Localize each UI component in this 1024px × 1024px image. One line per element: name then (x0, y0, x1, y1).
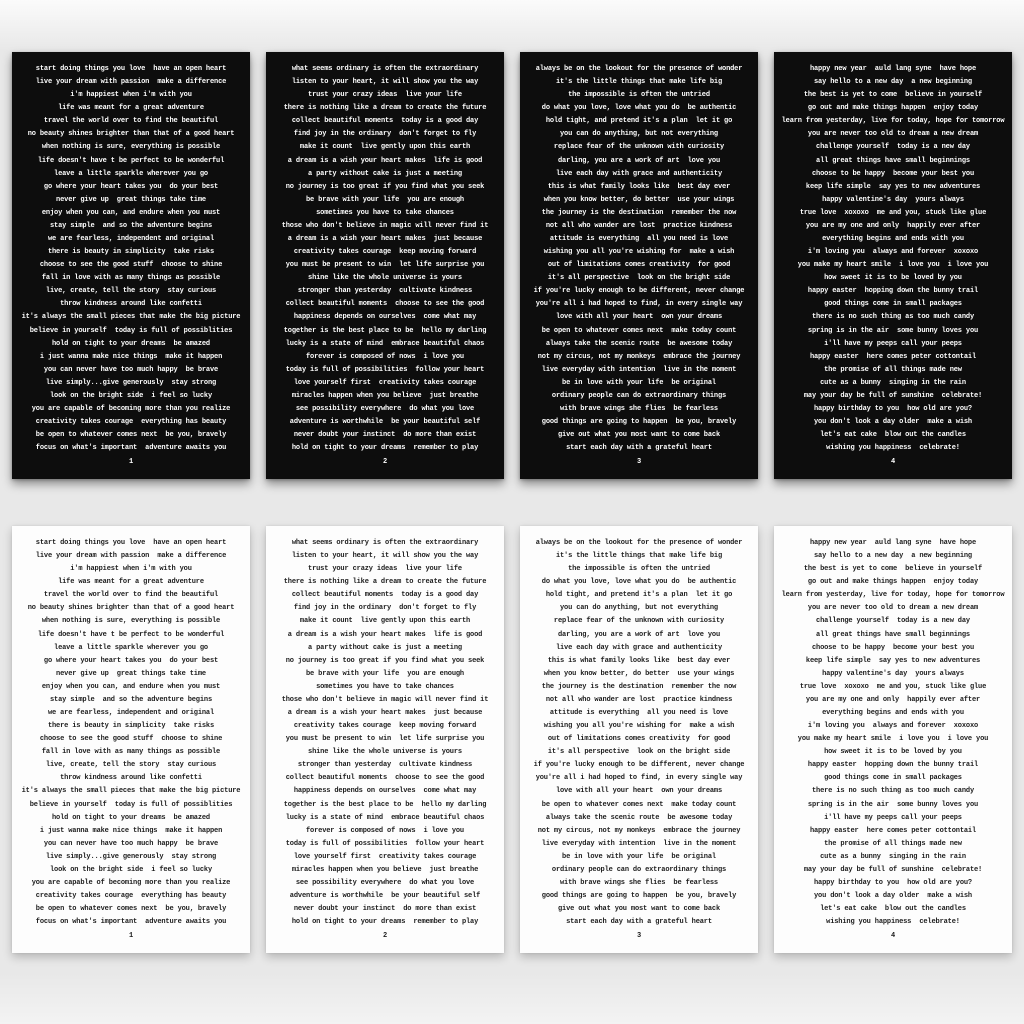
quote-line: there is no such thing as too much candy (811, 787, 975, 796)
quote-line: you can do anything, but not everything (560, 130, 718, 139)
quote-line: replace fear of the unknown with curiosity (553, 143, 725, 152)
quote-lines (271, 537, 499, 929)
quote-line: may your day be full of sunshine celebrate! (803, 865, 983, 874)
quote-line: challenge yourself today is a new day (816, 143, 970, 152)
quote-line: this is what family looks like best day ever (547, 182, 731, 191)
quote-line: i'm loving you always and forever xoxoxo (807, 722, 979, 731)
sheet-number: 1 (128, 458, 134, 467)
quote-line: be open to whatever comes next be you, bravely (35, 905, 227, 914)
light-sheets-row (0, 526, 1024, 953)
sheet-dark-2 (266, 52, 504, 479)
quote-line: a dream is a wish your heart makes life is good (287, 630, 483, 639)
quote-line: there is beauty in simplicity take risks (47, 722, 215, 731)
quote-line: a dream is a wish your heart makes just because (287, 709, 483, 718)
quote-line: challenge yourself today is a new day (816, 617, 970, 626)
quote-line: with brave wings she flies be fearless (560, 405, 718, 414)
quote-line: you are never too old to dream a new dream (807, 130, 979, 139)
quote-line: good things are going to happen be you, bravely (541, 418, 737, 427)
quote-line: creativity takes courage everything has beauty (35, 418, 227, 427)
quote-line: how sweet it is to be loved by you (824, 748, 962, 757)
quote-lines (17, 63, 245, 455)
quote-line: the impossible is often the untried (568, 91, 710, 100)
quote-line: life was meant for a great adventure (58, 104, 204, 113)
quote-line: choose to be happy become your best you (811, 169, 975, 178)
quote-line: happy easter here comes peter cottontail (809, 352, 977, 361)
quote-line: say hello to a new day a new beginning (814, 552, 972, 561)
quote-line: ordinary people can do extraordinary things (551, 391, 727, 400)
quote-line: happiness depends on ourselves come what may (293, 787, 477, 796)
quote-line: believe in yourself today is full of possiblities (29, 326, 233, 335)
quote-line: a dream is a wish your heart makes life is good (287, 156, 483, 165)
quote-line: happy new year auld lang syne have hope (809, 539, 977, 547)
sheet-number: 3 (636, 932, 642, 941)
quote-line: hold on tight to your dreams remember to play (291, 918, 479, 927)
quote-line: listen to your heart, it will show you the way (291, 552, 479, 561)
quote-line: a dream is a wish your heart makes just because (287, 235, 483, 244)
quote-line: be in love with your life be original (562, 378, 716, 387)
quote-line: throw kindness around like confetti (60, 774, 202, 783)
sheet-number: 4 (890, 932, 896, 941)
quote-line: you're all i had hoped to find, in every single way (535, 300, 743, 309)
quote-line: i'm happiest when i'm with you (70, 91, 192, 100)
quote-line: go out and make things happen enjoy today (807, 578, 979, 587)
quote-line: if you're lucky enough to be different, never change (533, 761, 745, 770)
quote-lines (779, 537, 1007, 929)
quote-line: what seems ordinary is often the extraordinary (291, 65, 479, 73)
quote-line: start each day with a grateful heart (566, 444, 712, 453)
quote-line: never doubt your instinct do more than exist (293, 431, 477, 440)
quote-line: i just wanna make nice things make it happen (39, 352, 223, 361)
quote-line: forever is composed of nows i love you (306, 352, 464, 361)
quote-line: go where your heart takes you do your best (43, 656, 219, 665)
quote-line: i'll have my peeps call your peeps (824, 813, 962, 822)
quote-line: true love xoxoxo me and you, stuck like glue (799, 682, 987, 691)
quote-line: start doing things you love have an open heart (35, 539, 227, 547)
quote-line: cute as a bunny singing in the rain (820, 852, 966, 861)
quote-line: you don't look a day older make a wish (814, 418, 972, 427)
quote-lines (271, 63, 499, 455)
quote-line: wishing you all you're wishing for make a wish (543, 248, 735, 257)
quote-line: always be on the lookout for the presence of wonder (535, 65, 743, 73)
quote-line: darling, you are a work of art love you (557, 630, 721, 639)
quote-line: happy easter here comes peter cottontail (809, 826, 977, 835)
quote-line: start doing things you love have an open heart (35, 65, 227, 73)
quote-line: love with all your heart own your dreams (555, 313, 723, 322)
quote-line: all great things have small beginnings (816, 156, 970, 165)
quote-line: you can never have too much happy be brave (43, 839, 219, 848)
quote-line: never give up great things take time (56, 669, 206, 678)
quote-line: attitude is everything all you need is love (549, 709, 729, 718)
quote-line: live your dream with passion make a difference (35, 552, 227, 561)
quote-line: lucky is a state of mind embrace beautiful chaos (285, 339, 485, 348)
quote-line: when nothing is sure, everything is possible (41, 617, 221, 626)
quote-line: love with all your heart own your dreams (555, 787, 723, 796)
quote-line: you must be present to win let life surprise you (285, 261, 485, 270)
quote-line: let's eat cake blow out the candles (820, 905, 966, 914)
quote-line: if you're lucky enough to be different, never change (533, 287, 745, 296)
quote-line: happy birthday to you how old are you? (814, 405, 972, 414)
quote-line: hold tight, and pretend it's a plan let it go (545, 591, 733, 600)
quote-line: all great things have small beginnings (816, 630, 970, 639)
quote-line: do what you love, love what you do be authentic (541, 578, 737, 587)
quote-line: together is the best place to be hello my darling (283, 800, 487, 809)
quote-line: hold on tight to your dreams remember to play (291, 444, 479, 453)
quote-line: be open to whatever comes next make today count (541, 800, 737, 809)
quote-line: the promise of all things made new (824, 839, 962, 848)
quote-line: learn from yesterday, live for today, hope for tomorrow (781, 591, 1005, 600)
quote-line: together is the best place to be hello my darling (283, 326, 487, 335)
quote-line: life doesn't have t be perfect to be wonderful (37, 156, 225, 165)
quote-line: be open to whatever comes next be you, bravely (35, 431, 227, 440)
quote-line: trust your crazy ideas live your life (308, 91, 462, 100)
quote-line: good things are going to happen be you, bravely (541, 892, 737, 901)
quote-line: choose to see the good stuff choose to shine (39, 735, 223, 744)
quote-line: you are my one and only happily ever after (805, 221, 981, 230)
quote-line: hold tight, and pretend it's a plan let it go (545, 117, 733, 126)
quote-line: see possibility everywhere do what you love (295, 405, 475, 414)
quote-line: we are fearless, independent and original (47, 709, 215, 718)
quote-line: find joy in the ordinary don't forget to fly (293, 604, 477, 613)
quote-line: hold on tight to your dreams be amazed (52, 813, 210, 822)
quote-line: happy valentine's day yours always (822, 669, 964, 678)
quote-line: say hello to a new day a new beginning (814, 78, 972, 87)
quote-line: look on the bright side i feel so lucky (49, 391, 213, 400)
quote-line: it's the little things that make life big (555, 552, 723, 561)
quote-line: everything begins and ends with you (822, 709, 964, 718)
quote-line: enjoy when you can, and endure when you must (41, 208, 221, 217)
quote-line: no beauty shines brighter than that of a good heart (27, 604, 235, 613)
quote-line: it's always the small pieces that make the big picture (21, 313, 241, 322)
quote-line: the best is yet to come believe in yourself (803, 91, 983, 100)
quote-line: the best is yet to come believe in yourself (803, 565, 983, 574)
quote-line: you must be present to win let life surprise you (285, 735, 485, 744)
quote-line: today is full of possibilities follow your heart (285, 839, 485, 848)
quote-line: be in love with your life be original (562, 852, 716, 861)
sheet-dark-4 (774, 52, 1012, 479)
quote-line: let's eat cake blow out the candles (820, 431, 966, 440)
quote-line: you can never have too much happy be brave (43, 365, 219, 374)
quote-line: there is nothing like a dream to create the future (283, 578, 487, 587)
quote-line: live, create, tell the story stay curious (45, 761, 217, 770)
quote-line: always take the scenic route be awesome today (545, 339, 733, 348)
quote-line: darling, you are a work of art love you (557, 156, 721, 165)
quote-line: no journey is too great if you find what you seek (285, 182, 485, 191)
quote-line: a party without cake is just a meeting (308, 169, 462, 178)
quote-line: cute as a bunny singing in the rain (820, 378, 966, 387)
sheet-light-1 (12, 526, 250, 953)
quote-line: good things come in small packages (824, 300, 962, 309)
quote-line: find joy in the ordinary don't forget to fly (293, 130, 477, 139)
quote-line: live each day with grace and authenticity (555, 169, 723, 178)
quote-line: it's all perspective look on the bright side (547, 748, 731, 757)
quote-line: go out and make things happen enjoy today (807, 104, 979, 113)
quote-line: replace fear of the unknown with curiosity (553, 617, 725, 626)
quote-line: trust your crazy ideas live your life (308, 565, 462, 574)
quote-line: you are capable of becoming more than you realize (31, 879, 231, 888)
quote-line: everything begins and ends with you (822, 235, 964, 244)
quote-line: may your day be full of sunshine celebrate! (803, 391, 983, 400)
quote-line: shine like the whole universe is yours (308, 748, 462, 757)
quote-line: wishing you happiness celebrate! (826, 918, 960, 927)
quote-line: when nothing is sure, everything is possible (41, 143, 221, 152)
quote-line: start each day with a grateful heart (566, 918, 712, 927)
quote-line: when you know better, do better use your wings (543, 195, 735, 204)
quote-line: creativity takes courage keep moving forward (293, 722, 477, 731)
quote-line: spring is in the air some bunny loves you (807, 326, 979, 335)
quote-line: collect beautiful moments today is a good day (291, 591, 479, 600)
quote-line: the journey is the destination remember the now (541, 682, 737, 691)
quote-line: true love xoxoxo me and you, stuck like glue (799, 208, 987, 217)
quote-lines (525, 63, 753, 455)
quote-line: adventure is worthwhile be your beautiful self (289, 892, 481, 901)
quote-line: we are fearless, independent and original (47, 235, 215, 244)
quote-line: those who don't believe in magic will never find it (281, 695, 489, 704)
quote-line: always take the scenic route be awesome today (545, 813, 733, 822)
quote-line: sometimes you have to take chances (316, 208, 454, 217)
quote-line: miracles happen when you believe just breathe (291, 391, 479, 400)
quote-line: the impossible is often the untried (568, 565, 710, 574)
quote-line: leave a little sparkle wherever you go (54, 169, 208, 178)
quote-line: love yourself first creativity takes courage (293, 378, 477, 387)
quote-line: be open to whatever comes next make today count (541, 326, 737, 335)
quote-line: live your dream with passion make a difference (35, 78, 227, 87)
quote-line: sometimes you have to take chances (316, 682, 454, 691)
quote-line: it's the little things that make life big (555, 78, 723, 87)
quote-line: fall in love with as many things as possible (41, 274, 221, 283)
quote-line: ordinary people can do extraordinary things (551, 865, 727, 874)
quote-line: focus on what's important adventure awaits you (35, 444, 227, 453)
quote-line: spring is in the air some bunny loves you (807, 800, 979, 809)
quote-line: wishing you all you're wishing for make a wish (543, 722, 735, 731)
quote-line: go where your heart takes you do your best (43, 182, 219, 191)
quote-line: happy birthday to you how old are you? (814, 879, 972, 888)
quote-line: life doesn't have t be perfect to be wonderful (37, 630, 225, 639)
quote-line: you make my heart smile i love you i love you (797, 735, 989, 744)
quote-line: live everyday with intention live in the moment (541, 365, 737, 374)
dark-sheets-row (0, 52, 1024, 479)
quote-lines (779, 63, 1007, 455)
quote-line: do what you love, love what you do be authentic (541, 104, 737, 113)
quote-line: no journey is too great if you find what you seek (285, 656, 485, 665)
quote-line: you're all i had hoped to find, in every single way (535, 774, 743, 783)
quote-line: be brave with your life you are enough (306, 669, 464, 678)
quote-line: creativity takes courage keep moving forward (293, 248, 477, 257)
quote-line: choose to see the good stuff choose to shine (39, 261, 223, 270)
quote-line: you are never too old to dream a new dream (807, 604, 979, 613)
quote-line: never doubt your instinct do more than exist (293, 905, 477, 914)
quote-line: listen to your heart, it will show you the way (291, 78, 479, 87)
quote-line: stronger than yesterday cultivate kindness (297, 287, 473, 296)
quote-line: see possibility everywhere do what you love (295, 879, 475, 888)
quote-line: out of limitations comes creativity for good (547, 735, 731, 744)
sheet-light-2 (266, 526, 504, 953)
quote-line: shine like the whole universe is yours (308, 274, 462, 283)
quote-line: there is no such thing as too much candy (811, 313, 975, 322)
quote-line: with brave wings she flies be fearless (560, 879, 718, 888)
quote-line: out of limitations comes creativity for good (547, 261, 731, 270)
quote-line: what seems ordinary is often the extraordinary (291, 539, 479, 547)
quote-line: throw kindness around like confetti (60, 300, 202, 309)
quote-line: make it count live gently upon this earth (299, 617, 471, 626)
quote-line: the promise of all things made new (824, 365, 962, 374)
quote-line: fall in love with as many things as possible (41, 748, 221, 757)
quote-line: no beauty shines brighter than that of a good heart (27, 130, 235, 139)
quote-line: it's always the small pieces that make the big picture (21, 787, 241, 796)
quote-line: i just wanna make nice things make it happen (39, 826, 223, 835)
quote-line: not all who wander are lost practice kindness (545, 695, 733, 704)
quote-line: be brave with your life you are enough (306, 195, 464, 204)
quote-line: i'll have my peeps call your peeps (824, 339, 962, 348)
quote-line: always be on the lookout for the presence of wonder (535, 539, 743, 547)
sheet-number: 4 (890, 458, 896, 467)
quote-line: learn from yesterday, live for today, hope for tomorrow (781, 117, 1005, 126)
quote-line: miracles happen when you believe just breathe (291, 865, 479, 874)
quote-line: travel the world over to find the beautiful (43, 117, 219, 126)
quote-line: stay simple and so the adventure begins (49, 221, 213, 230)
quote-line: you make my heart smile i love you i love you (797, 261, 989, 270)
quote-line: attitude is everything all you need is love (549, 235, 729, 244)
quote-line: how sweet it is to be loved by you (824, 274, 962, 283)
quote-line: give out what you most want to come back (557, 905, 721, 914)
quote-line: make it count live gently upon this earth (299, 143, 471, 152)
quote-line: you are my one and only happily ever after (805, 695, 981, 704)
quote-line: a party without cake is just a meeting (308, 643, 462, 652)
quote-line: never give up great things take time (56, 195, 206, 204)
quote-line: leave a little sparkle wherever you go (54, 643, 208, 652)
quote-line: i'm happiest when i'm with you (70, 565, 192, 574)
quote-line: there is beauty in simplicity take risks (47, 248, 215, 257)
quote-line: you are capable of becoming more than you realize (31, 405, 231, 414)
quote-line: enjoy when you can, and endure when you must (41, 682, 221, 691)
quote-line: collect beautiful moments today is a good day (291, 117, 479, 126)
quote-line: live everyday with intention live in the moment (541, 839, 737, 848)
sheet-number: 3 (636, 458, 642, 467)
quote-line: keep life simple say yes to new adventures (805, 182, 981, 191)
sheet-number: 1 (128, 932, 134, 941)
quote-line: look on the bright side i feel so lucky (49, 865, 213, 874)
quote-line: happiness depends on ourselves come what may (293, 313, 477, 322)
quote-line: happy easter hopping down the bunny trail (807, 287, 979, 296)
quote-line: collect beautiful moments choose to see the good (285, 774, 485, 783)
quote-line: you can do anything, but not everything (560, 604, 718, 613)
quote-lines (525, 537, 753, 929)
sheet-dark-3 (520, 52, 758, 479)
quote-line: i'm loving you always and forever xoxoxo (807, 248, 979, 257)
quote-line: life was meant for a great adventure (58, 578, 204, 587)
sheet-light-3 (520, 526, 758, 953)
quote-line: live simply...give generously stay strong (45, 852, 217, 861)
quote-line: wishing you happiness celebrate! (826, 444, 960, 453)
quote-lines (17, 537, 245, 929)
quote-line: choose to be happy become your best you (811, 643, 975, 652)
quote-line: live each day with grace and authenticity (555, 643, 723, 652)
sheet-dark-1 (12, 52, 250, 479)
quote-line: collect beautiful moments choose to see the good (285, 300, 485, 309)
quote-line: stay simple and so the adventure begins (49, 695, 213, 704)
quote-line: lucky is a state of mind embrace beautiful chaos (285, 813, 485, 822)
quote-line: live simply...give generously stay strong (45, 378, 217, 387)
quote-line: keep life simple say yes to new adventures (805, 656, 981, 665)
quote-line: when you know better, do better use your wings (543, 669, 735, 678)
quote-line: happy easter hopping down the bunny trail (807, 761, 979, 770)
quote-line: focus on what's important adventure awaits you (35, 918, 227, 927)
quote-line: travel the world over to find the beautiful (43, 591, 219, 600)
quote-line: those who don't believe in magic will never find it (281, 221, 489, 230)
sheet-number: 2 (382, 932, 388, 941)
quote-line: it's all perspective look on the bright side (547, 274, 731, 283)
sheet-light-4 (774, 526, 1012, 953)
quote-line: happy valentine's day yours always (822, 195, 964, 204)
quote-line: not my circus, not my monkeys embrace the journey (537, 352, 741, 361)
quote-line: adventure is worthwhile be your beautiful self (289, 418, 481, 427)
quote-line: good things come in small packages (824, 774, 962, 783)
quote-line: give out what you most want to come back (557, 431, 721, 440)
quote-line: there is nothing like a dream to create the future (283, 104, 487, 113)
quote-line: not my circus, not my monkeys embrace the journey (537, 826, 741, 835)
quote-line: hold on tight to your dreams be amazed (52, 339, 210, 348)
quote-line: not all who wander are lost practice kindness (545, 221, 733, 230)
quote-line: live, create, tell the story stay curious (45, 287, 217, 296)
quote-line: today is full of possibilities follow your heart (285, 365, 485, 374)
quote-line: creativity takes courage everything has beauty (35, 892, 227, 901)
quote-line: stronger than yesterday cultivate kindness (297, 761, 473, 770)
quote-line: you don't look a day older make a wish (814, 892, 972, 901)
quote-line: this is what family looks like best day ever (547, 656, 731, 665)
quote-line: love yourself first creativity takes courage (293, 852, 477, 861)
quote-line: forever is composed of nows i love you (306, 826, 464, 835)
sheet-number: 2 (382, 458, 388, 467)
quote-line: the journey is the destination remember the now (541, 208, 737, 217)
quote-line: happy new year auld lang syne have hope (809, 65, 977, 73)
quote-line: believe in yourself today is full of possiblities (29, 800, 233, 809)
